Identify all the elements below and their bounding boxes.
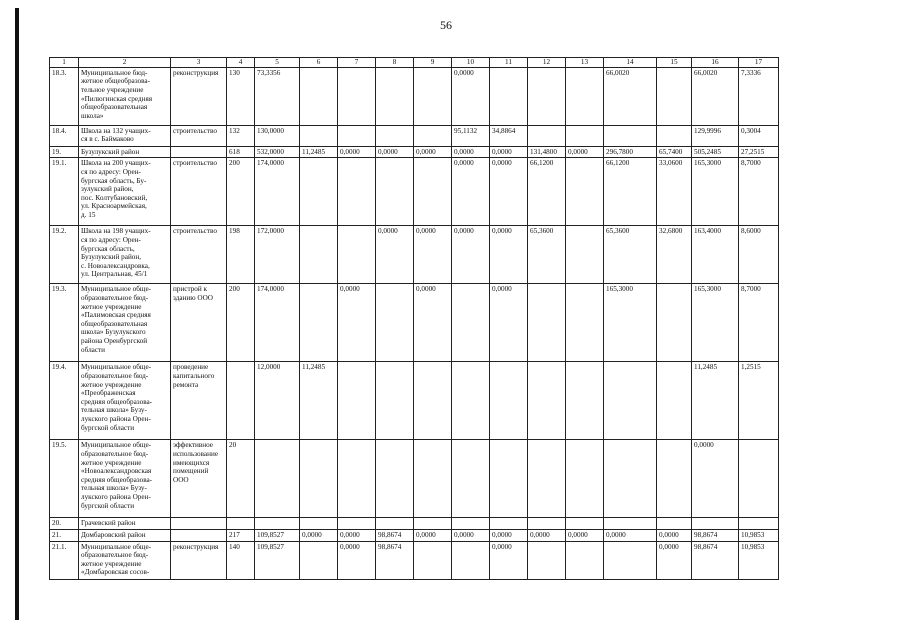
table-cell bbox=[338, 67, 376, 125]
table-cell: 65,3600 bbox=[604, 226, 657, 284]
table-cell bbox=[300, 518, 338, 530]
table-cell bbox=[227, 362, 255, 440]
table-cell: 33,0600 bbox=[657, 158, 692, 226]
table-cell: 165,3000 bbox=[604, 284, 657, 362]
table-cell: 131,4800 bbox=[528, 146, 566, 158]
table-cell bbox=[338, 440, 376, 518]
table-cell bbox=[604, 362, 657, 440]
table-cell bbox=[300, 440, 338, 518]
table-cell bbox=[452, 518, 490, 530]
table-cell: 0,0000 bbox=[338, 541, 376, 579]
table-cell: 0,0000 bbox=[490, 146, 528, 158]
table-cell bbox=[566, 67, 604, 125]
table-cell: 129,9996 bbox=[692, 125, 739, 146]
column-header: 6 bbox=[300, 58, 338, 68]
table-cell bbox=[414, 440, 452, 518]
table-cell: 0,0000 bbox=[300, 529, 338, 541]
table-cell: 0,0000 bbox=[376, 146, 414, 158]
table-cell: 32,6800 bbox=[657, 226, 692, 284]
table-cell: 65,3600 bbox=[528, 226, 566, 284]
left-margin-bar bbox=[15, 8, 19, 620]
column-header: 2 bbox=[79, 58, 171, 68]
table-cell bbox=[227, 518, 255, 530]
table-cell bbox=[566, 518, 604, 530]
table-cell bbox=[490, 440, 528, 518]
table-cell bbox=[528, 284, 566, 362]
table-cell: 21.1. bbox=[50, 541, 79, 579]
table-cell: 18.3. bbox=[50, 67, 79, 125]
table-row bbox=[50, 362, 779, 440]
table-cell: 0,0000 bbox=[490, 158, 528, 226]
table-cell: 8,7000 bbox=[739, 284, 779, 362]
table-cell: 0,0000 bbox=[452, 67, 490, 125]
table-header-row bbox=[50, 58, 779, 68]
table-cell bbox=[300, 226, 338, 284]
column-header: 8 bbox=[376, 58, 414, 68]
table-cell: 163,4000 bbox=[692, 226, 739, 284]
table-cell: Муниципальное обще- образовательное бюд- жетное учреждение «Новоалександровская средняя общеобразова- тельная школа» Бузу- лукского района Орен- бургской области bbox=[79, 440, 171, 518]
table-cell bbox=[300, 67, 338, 125]
table-cell bbox=[490, 518, 528, 530]
column-header: 11 bbox=[490, 58, 528, 68]
table-cell bbox=[692, 518, 739, 530]
table-cell bbox=[376, 518, 414, 530]
table-cell bbox=[414, 125, 452, 146]
table-cell bbox=[604, 440, 657, 518]
table-cell: Бузулукский район bbox=[79, 146, 171, 158]
table-cell: 73,3356 bbox=[255, 67, 300, 125]
table-cell: 0,0000 bbox=[414, 529, 452, 541]
column-header: 3 bbox=[171, 58, 227, 68]
table-cell: 18.4. bbox=[50, 125, 79, 146]
table-cell: 200 bbox=[227, 284, 255, 362]
column-header: 13 bbox=[566, 58, 604, 68]
table-cell: Муниципальное бюд- жетное общеобразова- тельное учреждение «Пилюгинская средняя общеобразовательная школа» bbox=[79, 67, 171, 125]
table-cell: 98,8674 bbox=[692, 529, 739, 541]
table-cell: Муниципальное обще- образовательное бюд- жетное учреждение «Домбаровская сосов- bbox=[79, 541, 171, 579]
table-cell: 0,0000 bbox=[604, 529, 657, 541]
table-cell: 34,8864 bbox=[490, 125, 528, 146]
table-cell bbox=[452, 440, 490, 518]
table-cell bbox=[566, 541, 604, 579]
table-cell: пристрой к зданию ООО bbox=[171, 284, 227, 362]
table-cell: Муниципальное обще- образовательное бюд- жетное учреждение «Палимовская средняя общеобразовательная школа» Бузулукского района Оренбургской области bbox=[79, 284, 171, 362]
table-cell bbox=[604, 518, 657, 530]
table-cell: 66,1200 bbox=[528, 158, 566, 226]
table-cell: 140 bbox=[227, 541, 255, 579]
column-header: 17 bbox=[739, 58, 779, 68]
table-cell bbox=[414, 541, 452, 579]
table-cell: 19.4. bbox=[50, 362, 79, 440]
table-cell: 130,0000 bbox=[255, 125, 300, 146]
table-cell bbox=[657, 125, 692, 146]
data-table bbox=[49, 57, 779, 580]
table-cell: 8,6000 bbox=[739, 226, 779, 284]
table-row bbox=[50, 541, 779, 579]
table-cell: 20 bbox=[227, 440, 255, 518]
table-cell: 0,0000 bbox=[414, 226, 452, 284]
table-row bbox=[50, 226, 779, 284]
table-cell bbox=[414, 518, 452, 530]
column-header: 12 bbox=[528, 58, 566, 68]
column-header: 10 bbox=[452, 58, 490, 68]
table-cell bbox=[376, 125, 414, 146]
table-cell bbox=[300, 125, 338, 146]
table-cell: 172,0000 bbox=[255, 226, 300, 284]
table-cell bbox=[452, 541, 490, 579]
table-cell bbox=[171, 518, 227, 530]
table-cell bbox=[528, 440, 566, 518]
table-cell: 0,0000 bbox=[657, 541, 692, 579]
table-cell bbox=[338, 158, 376, 226]
table-row bbox=[50, 518, 779, 530]
table-cell: 21. bbox=[50, 529, 79, 541]
table-cell: 19.5. bbox=[50, 440, 79, 518]
table-cell bbox=[528, 541, 566, 579]
table-cell: строительство bbox=[171, 226, 227, 284]
column-header: 5 bbox=[255, 58, 300, 68]
table-cell bbox=[300, 541, 338, 579]
table-cell: 0,0000 bbox=[490, 226, 528, 284]
table-cell: 0,0000 bbox=[566, 146, 604, 158]
table-cell bbox=[338, 518, 376, 530]
table-cell bbox=[338, 226, 376, 284]
table-cell bbox=[739, 440, 779, 518]
table-cell bbox=[376, 362, 414, 440]
table-cell: 0,0000 bbox=[338, 529, 376, 541]
table-cell bbox=[604, 125, 657, 146]
table-cell: 27,2515 bbox=[739, 146, 779, 158]
table-cell bbox=[255, 518, 300, 530]
table-cell: 0,0000 bbox=[490, 541, 528, 579]
table-cell: 11,2485 bbox=[300, 146, 338, 158]
table-cell: Домбаровский район bbox=[79, 529, 171, 541]
table-cell: 1,2515 bbox=[739, 362, 779, 440]
column-header: 14 bbox=[604, 58, 657, 68]
table-cell: 0,3004 bbox=[739, 125, 779, 146]
table-cell: 98,8674 bbox=[376, 541, 414, 579]
table-cell: 109,8527 bbox=[255, 541, 300, 579]
table-row bbox=[50, 158, 779, 226]
table-cell: 0,0000 bbox=[414, 146, 452, 158]
table-cell bbox=[490, 67, 528, 125]
table-cell bbox=[566, 440, 604, 518]
table-cell: проведение капитального ремонта bbox=[171, 362, 227, 440]
table-cell bbox=[739, 518, 779, 530]
table-cell: 66,0020 bbox=[692, 67, 739, 125]
page-number: 56 bbox=[440, 18, 452, 32]
table-cell: 0,0000 bbox=[657, 529, 692, 541]
column-header: 1 bbox=[50, 58, 79, 68]
table-cell bbox=[657, 518, 692, 530]
table-cell: 19. bbox=[50, 146, 79, 158]
table-cell bbox=[414, 67, 452, 125]
table-cell bbox=[657, 67, 692, 125]
table-cell bbox=[604, 541, 657, 579]
table-cell bbox=[566, 362, 604, 440]
table-cell bbox=[657, 284, 692, 362]
table-cell: 0,0000 bbox=[692, 440, 739, 518]
table-cell bbox=[376, 67, 414, 125]
table-row bbox=[50, 440, 779, 518]
table-cell: 174,0000 bbox=[255, 158, 300, 226]
table-cell bbox=[338, 362, 376, 440]
table-cell bbox=[528, 125, 566, 146]
table-cell bbox=[566, 158, 604, 226]
table-cell bbox=[528, 518, 566, 530]
table-cell: 200 bbox=[227, 158, 255, 226]
table-cell: реконструкция bbox=[171, 67, 227, 125]
table-cell bbox=[452, 284, 490, 362]
table-cell: 12,0000 bbox=[255, 362, 300, 440]
table-row bbox=[50, 67, 779, 125]
table-cell bbox=[171, 146, 227, 158]
table-cell: 0,0000 bbox=[452, 226, 490, 284]
table-cell: 19.3. bbox=[50, 284, 79, 362]
table-cell: 0,0000 bbox=[490, 284, 528, 362]
table-cell: 0,0000 bbox=[414, 284, 452, 362]
table-cell: 0,0000 bbox=[452, 529, 490, 541]
table-cell bbox=[528, 67, 566, 125]
table-cell: 198 bbox=[227, 226, 255, 284]
table-cell bbox=[566, 226, 604, 284]
table-cell: 19.2. bbox=[50, 226, 79, 284]
table-cell: 98,8674 bbox=[692, 541, 739, 579]
table-cell: Школа на 132 учащих- ся в с. Баймаково bbox=[79, 125, 171, 146]
column-header: 7 bbox=[338, 58, 376, 68]
table-cell: строительство bbox=[171, 158, 227, 226]
table-cell bbox=[657, 362, 692, 440]
table-row bbox=[50, 125, 779, 146]
column-header: 15 bbox=[657, 58, 692, 68]
table-cell bbox=[171, 529, 227, 541]
table-cell bbox=[452, 362, 490, 440]
table-cell bbox=[528, 362, 566, 440]
table-cell: 0,0000 bbox=[338, 284, 376, 362]
table-cell: реконструкция bbox=[171, 541, 227, 579]
table-cell: 532,0000 bbox=[255, 146, 300, 158]
table-cell: 0,0000 bbox=[452, 158, 490, 226]
table-row bbox=[50, 284, 779, 362]
table-cell bbox=[414, 362, 452, 440]
table-cell: 65,7400 bbox=[657, 146, 692, 158]
table-cell: 0,0000 bbox=[376, 226, 414, 284]
table-cell bbox=[300, 158, 338, 226]
table-cell: 20. bbox=[50, 518, 79, 530]
table-cell bbox=[338, 125, 376, 146]
table-cell: 0,0000 bbox=[528, 529, 566, 541]
table-cell: Школа на 200 учащих- ся по адресу: Орен- бургская область, Бу- зулукский район, пос. Колтубановский, ул. Красноармейская, д. 15 bbox=[79, 158, 171, 226]
table-cell bbox=[376, 440, 414, 518]
table-cell: 10,9853 bbox=[739, 529, 779, 541]
table-cell: 98,8674 bbox=[376, 529, 414, 541]
table-cell bbox=[414, 158, 452, 226]
table-cell: 95,1132 bbox=[452, 125, 490, 146]
table-cell: 8,7000 bbox=[739, 158, 779, 226]
table-cell bbox=[566, 284, 604, 362]
table-cell: Грачевский район bbox=[79, 518, 171, 530]
table-cell: 11,2485 bbox=[300, 362, 338, 440]
table-cell: 165,3000 bbox=[692, 158, 739, 226]
table-cell: 0,0000 bbox=[338, 146, 376, 158]
table-cell: 109,8527 bbox=[255, 529, 300, 541]
table-row bbox=[50, 529, 779, 541]
column-header: 16 bbox=[692, 58, 739, 68]
table-cell: 19.1. bbox=[50, 158, 79, 226]
table-cell: 505,2485 bbox=[692, 146, 739, 158]
table-cell bbox=[300, 284, 338, 362]
table-cell: 66,0020 bbox=[604, 67, 657, 125]
column-header: 9 bbox=[414, 58, 452, 68]
table-cell: 66,1200 bbox=[604, 158, 657, 226]
table-cell bbox=[657, 440, 692, 518]
table-cell: эффективное использование имеющихся помещений ООО bbox=[171, 440, 227, 518]
table-cell: 0,0000 bbox=[452, 146, 490, 158]
table-cell: 130 bbox=[227, 67, 255, 125]
table-cell: 132 bbox=[227, 125, 255, 146]
table-cell bbox=[255, 440, 300, 518]
column-header: 4 bbox=[227, 58, 255, 68]
table-cell: Муниципальное обще- образовательное бюд- жетное учреждение «Преображенская средняя общеобразова- тельная школа» Бузу- лукского района Орен- бургской области bbox=[79, 362, 171, 440]
table-cell: 10,9853 bbox=[739, 541, 779, 579]
table-cell bbox=[490, 362, 528, 440]
table-cell: 174,0000 bbox=[255, 284, 300, 362]
table-cell: 217 bbox=[227, 529, 255, 541]
table-row bbox=[50, 146, 779, 158]
table-cell bbox=[566, 125, 604, 146]
table-cell: 296,7800 bbox=[604, 146, 657, 158]
table-cell: 0,0000 bbox=[490, 529, 528, 541]
table-cell bbox=[376, 284, 414, 362]
table-cell bbox=[376, 158, 414, 226]
table-cell: строительство bbox=[171, 125, 227, 146]
table-cell: 7,3336 bbox=[739, 67, 779, 125]
table-cell: 0,0000 bbox=[566, 529, 604, 541]
table-cell: Школа на 198 учащих- ся по адресу: Орен- бургская область, Бузулукский район, с. Новоалександровка, ул. Центральная, 45/1 bbox=[79, 226, 171, 284]
table-cell: 11,2485 bbox=[692, 362, 739, 440]
table-cell: 618 bbox=[227, 146, 255, 158]
table-cell: 165,3000 bbox=[692, 284, 739, 362]
